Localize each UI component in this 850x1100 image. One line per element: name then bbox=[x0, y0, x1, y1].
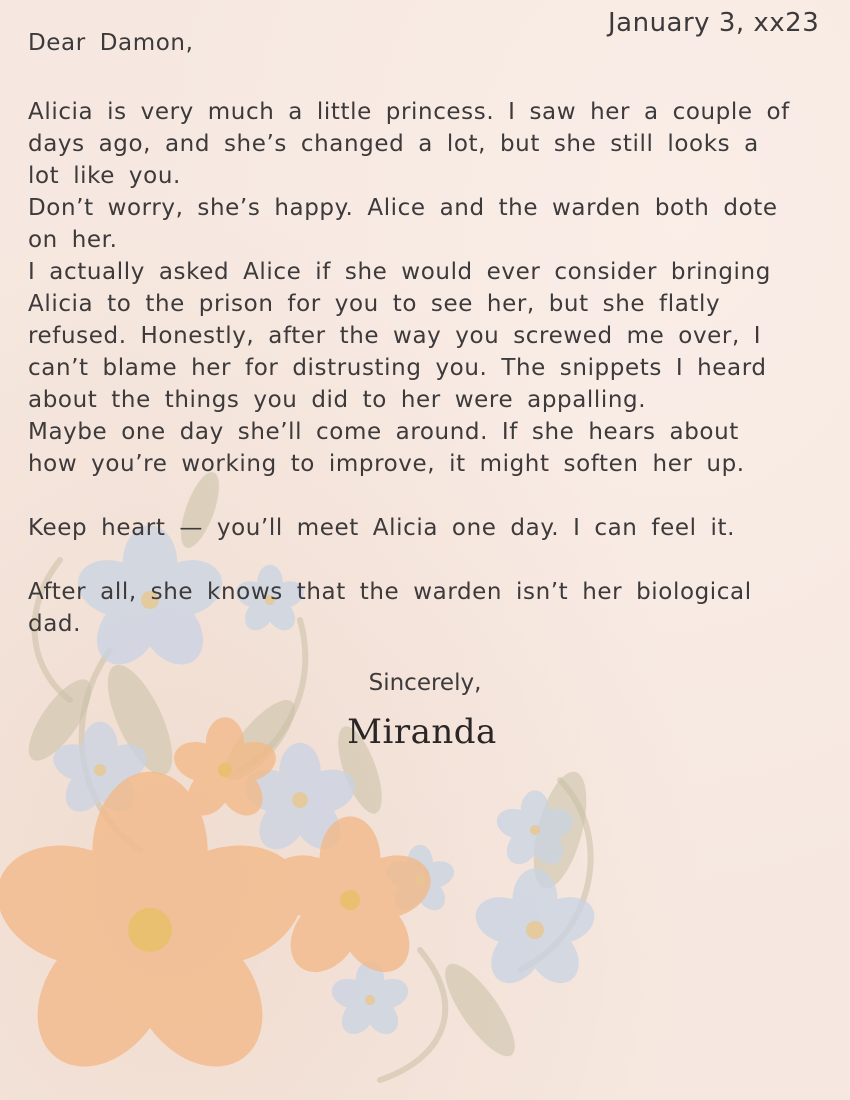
paragraph: I actually asked Alice if she would ever consider bringing Alicia to the prison for you to see her, but she flatly refused. Honestly, after the way you screwed me over, I can’t blame her for distrusting you. The snippets I heard about the things you did to her were appalling. bbox=[28, 259, 771, 413]
salutation: Dear Damon, bbox=[28, 30, 194, 56]
paragraph: Keep heart — you’ll meet Alicia one day. I can feel it. bbox=[28, 515, 736, 541]
closing: Sincerely, bbox=[368, 670, 482, 696]
floral-decoration bbox=[0, 470, 640, 1100]
paragraph: After all, she knows that the warden isn’t her biological dad. bbox=[28, 579, 752, 637]
paragraph: Alicia is very much a little princess. I saw her a couple of days ago, and she’s changed a lot, but she still looks a lot like you. bbox=[28, 99, 790, 189]
signature: Miranda bbox=[347, 712, 497, 752]
letter-date: January 3, xx23 bbox=[608, 8, 820, 38]
paragraph: Maybe one day she’ll come around. If she hears about how you’re working to improve, it might soften her up. bbox=[28, 419, 745, 477]
paragraph: Don’t worry, she’s happy. Alice and the warden both dote on her. bbox=[28, 195, 778, 253]
